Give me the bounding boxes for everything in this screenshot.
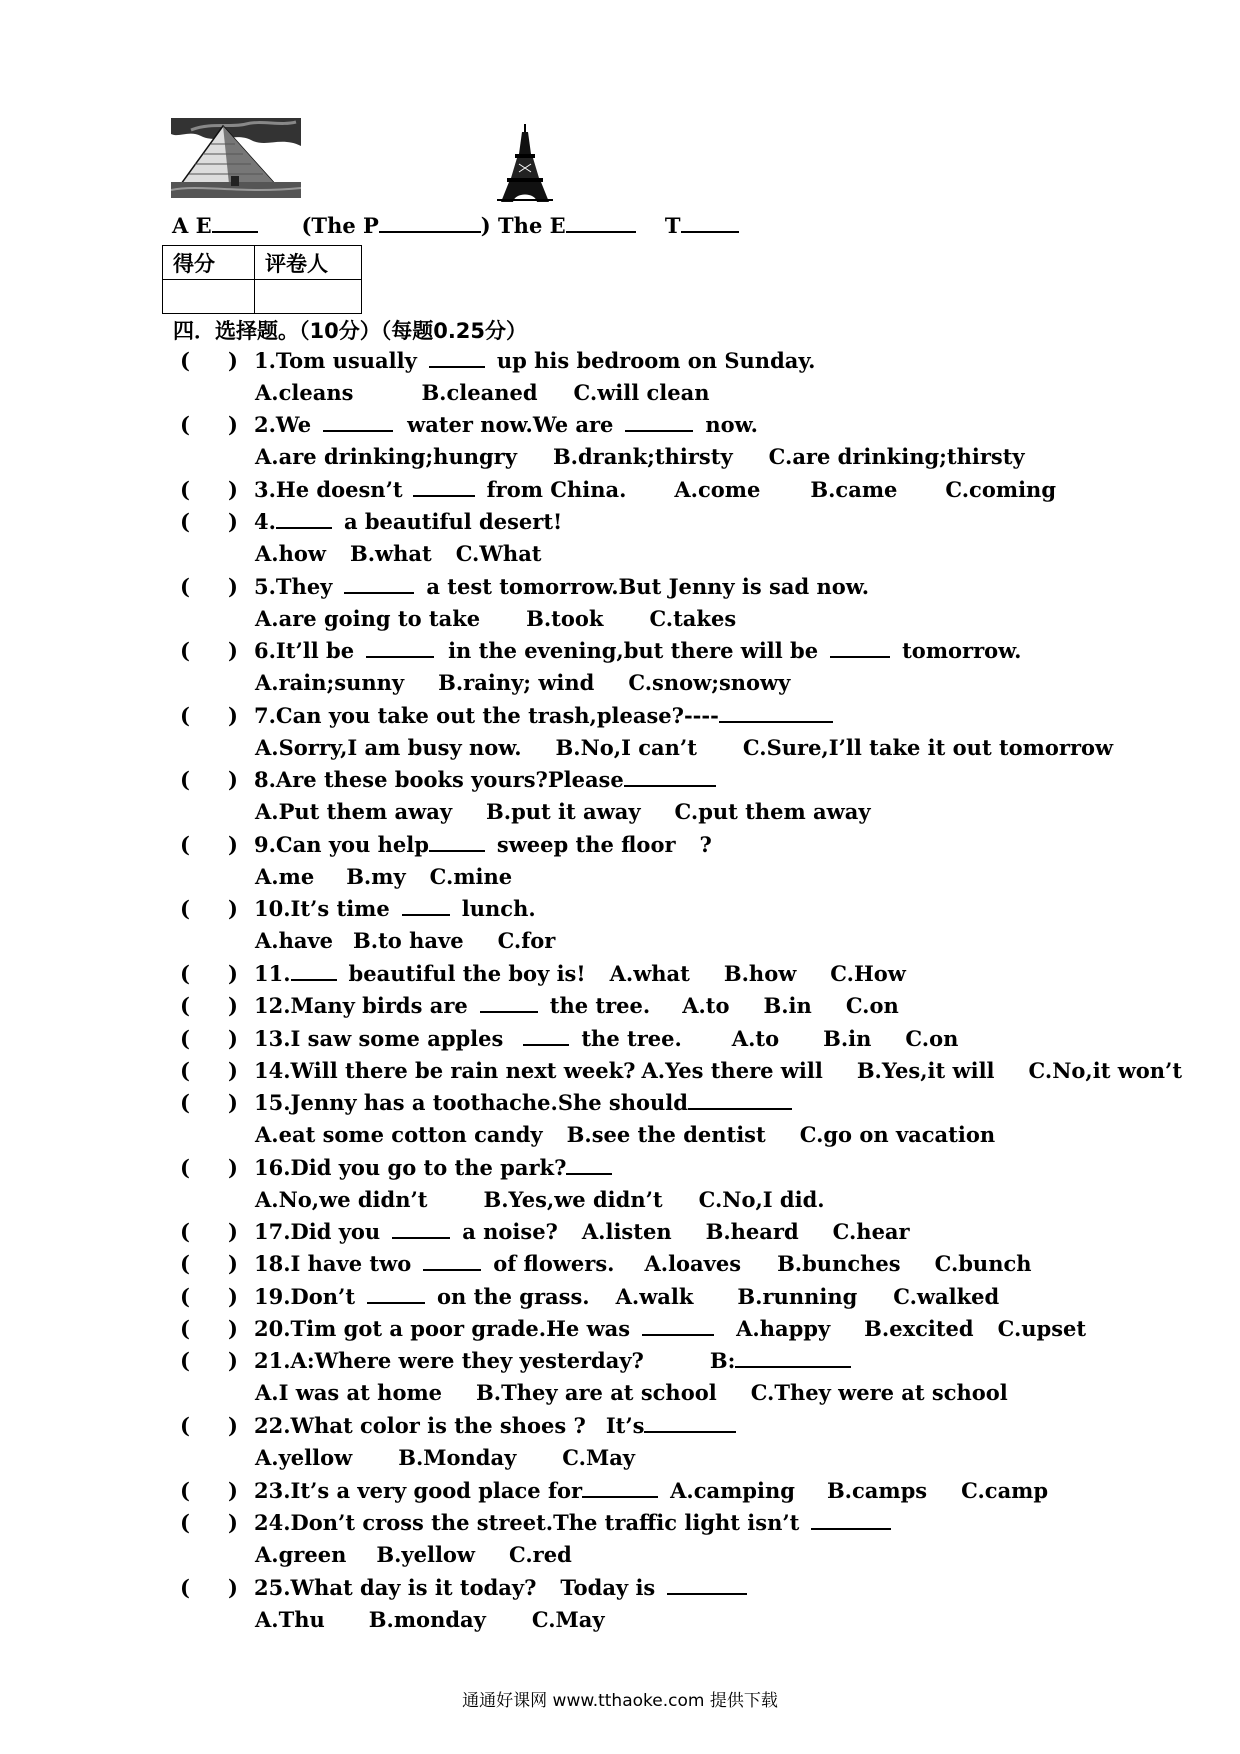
answer-slot[interactable] <box>196 896 228 920</box>
answer-paren-open: ( <box>180 1413 190 1438</box>
caption-part: (The P <box>301 213 379 238</box>
option-b[interactable]: B.my <box>346 864 406 889</box>
question-text-part: of flowers. <box>493 1251 615 1276</box>
question-text <box>254 1316 1086 1341</box>
section-title: 四．选择题。（10分）（每题0.25分） <box>173 319 528 343</box>
question-text-part: 24.Don’t cross the street.The traffic light isn’t <box>254 1510 800 1535</box>
question-text <box>254 1348 851 1373</box>
question-text-part: C.walked <box>893 1284 1000 1309</box>
question-text-part: beautiful the boy is! <box>348 961 586 986</box>
option-b[interactable]: B.to have <box>353 928 464 953</box>
answer-paren-open: ( <box>180 638 190 663</box>
answer-paren-open: ( <box>180 348 190 373</box>
question-text-part: 13.I saw some apples <box>254 1026 504 1051</box>
answer-blank[interactable] <box>402 896 450 916</box>
footer: 通通好课网 www.tthaoke.com 提供下载 <box>462 1691 778 1711</box>
option-b[interactable]: B.put it away <box>486 799 641 824</box>
question-text-part: It’s <box>605 1413 645 1438</box>
answer-paren-close: ) <box>228 993 238 1018</box>
caption-blank <box>681 213 739 233</box>
answer-paren-open: ( <box>180 1510 190 1535</box>
answer-blank[interactable] <box>830 638 890 658</box>
question-text-part: tomorrow. <box>902 638 1022 663</box>
question-text-part: the tree. <box>549 993 651 1018</box>
question-text-part: 2.We <box>254 412 312 437</box>
option-a[interactable]: A.me <box>255 864 315 889</box>
option-a[interactable]: A.are drinking;hungry <box>255 444 517 469</box>
answer-paren-close: ) <box>228 1510 238 1535</box>
question-text-part: C.camp <box>961 1478 1049 1503</box>
question-text <box>254 1478 1048 1503</box>
answer-blank[interactable] <box>344 574 414 594</box>
question-text-part: A.come <box>674 477 761 502</box>
question-text <box>254 1413 736 1438</box>
question-text-part: C.on <box>845 993 899 1018</box>
option-a[interactable]: A.rain;sunny <box>255 670 405 695</box>
option-a[interactable]: A.I was at home <box>255 1380 443 1405</box>
options-row <box>255 670 790 695</box>
question-text-part: B.came <box>810 477 898 502</box>
answer-slot[interactable] <box>196 1090 228 1114</box>
answer-blank[interactable] <box>688 1090 792 1110</box>
question-text <box>254 412 758 437</box>
option-c[interactable]: C.Sure,I’ll take it out tomorrow <box>742 735 1114 760</box>
option-c[interactable]: C.snow;snowy <box>628 670 791 695</box>
option-a[interactable]: A.yellow <box>255 1445 353 1470</box>
options-row <box>255 1607 605 1632</box>
options-row <box>255 1122 995 1147</box>
answer-paren-open: ( <box>180 767 190 792</box>
question-text-part: ? <box>699 832 712 857</box>
answer-paren-close: ) <box>228 477 238 502</box>
answer-slot[interactable] <box>196 412 228 436</box>
option-a[interactable]: A.Thu <box>255 1607 325 1632</box>
answer-paren-open: ( <box>180 574 190 599</box>
question-text-part: 1.Tom usually <box>254 348 417 373</box>
question-text-part: 22.What color is the shoes ? <box>254 1413 586 1438</box>
answer-blank[interactable] <box>719 703 833 723</box>
question-text <box>254 993 899 1018</box>
question-text-part: 4. <box>254 509 276 534</box>
options-row <box>255 1187 825 1212</box>
answer-paren-close: ) <box>228 1575 238 1600</box>
eiffel-tower-picture <box>497 124 553 202</box>
caption-part: ) The E <box>480 213 566 238</box>
answer-paren-open: ( <box>180 896 190 921</box>
question-text-part: 21.A:Where were they yesterday? <box>254 1348 644 1373</box>
question-text <box>254 1510 891 1535</box>
answer-slot[interactable] <box>196 1284 228 1308</box>
option-c[interactable]: C.May <box>531 1607 605 1632</box>
question-text-part: Today is <box>560 1575 656 1600</box>
answer-blank[interactable] <box>644 1413 736 1433</box>
question-text-part: B.bunches <box>777 1251 901 1276</box>
question-text-part: 16.Did you go to the park? <box>254 1155 567 1180</box>
question-text-part: 6.It’ll be <box>254 638 355 663</box>
question-text-part: 10.It’s time <box>254 896 390 921</box>
option-c[interactable]: C.put them away <box>674 799 871 824</box>
question-text-part: B.running <box>737 1284 858 1309</box>
answer-paren-close: ) <box>228 574 238 599</box>
option-b[interactable]: B.No,I can’t <box>555 735 697 760</box>
answer-slot[interactable] <box>196 1316 228 1340</box>
answer-slot[interactable] <box>196 1251 228 1275</box>
answer-paren-close: ) <box>228 1251 238 1276</box>
question-text-part: B.how <box>723 961 797 986</box>
answer-blank[interactable] <box>667 1575 747 1595</box>
question-text-part: C.No,it won’t <box>1028 1058 1183 1083</box>
options-row <box>255 1542 572 1567</box>
answer-paren-open: ( <box>180 1478 190 1503</box>
answer-slot[interactable] <box>196 767 228 791</box>
answer-slot[interactable] <box>196 638 228 662</box>
question-text-part: water now.We are <box>407 412 614 437</box>
option-c[interactable]: C.for <box>497 928 556 953</box>
answer-slot[interactable] <box>196 1478 228 1502</box>
option-b[interactable]: B.cleaned <box>421 380 538 405</box>
question-text-part: C.How <box>830 961 906 986</box>
answer-paren-open: ( <box>180 1348 190 1373</box>
question-text-part: B.in <box>763 993 812 1018</box>
question-text <box>254 896 536 921</box>
question-text-part: 23.It’s a very good place for <box>254 1478 583 1503</box>
question-text-part: 19.Don’t <box>254 1284 356 1309</box>
question-text-part: C.bunch <box>934 1251 1032 1276</box>
question-text-part: B: <box>709 1348 736 1373</box>
answer-paren-open: ( <box>180 1251 190 1276</box>
answer-paren-close: ) <box>228 1316 238 1341</box>
question-text <box>254 477 1056 502</box>
option-b[interactable]: B.yellow <box>376 1542 476 1567</box>
answer-blank[interactable] <box>429 832 485 852</box>
question-text <box>254 767 716 792</box>
answer-blank[interactable] <box>367 1284 425 1304</box>
question-text-part: B.in <box>823 1026 872 1051</box>
question-text-part: 9.Can you help <box>254 832 429 857</box>
question-text-part: A.listen <box>581 1219 672 1244</box>
option-a[interactable]: A.have <box>255 928 334 953</box>
answer-paren-open: ( <box>180 477 190 502</box>
answer-paren-open: ( <box>180 1284 190 1309</box>
answer-paren-open: ( <box>180 509 190 534</box>
answer-blank[interactable] <box>392 1219 450 1239</box>
question-text-part: 20.Tim got a poor grade.He was <box>254 1316 631 1341</box>
option-b[interactable]: B.what <box>349 541 432 566</box>
question-text-part: the tree. <box>581 1026 682 1051</box>
answer-slot[interactable] <box>196 1026 228 1050</box>
question-text <box>254 961 906 986</box>
question-text <box>254 348 815 373</box>
answer-slot[interactable] <box>196 574 228 598</box>
question-text-part: A.walk <box>615 1284 694 1309</box>
picture-caption <box>172 213 739 238</box>
option-b[interactable]: B.Monday <box>398 1445 517 1470</box>
option-c[interactable]: C.will clean <box>573 380 710 405</box>
answer-blank[interactable] <box>423 1251 481 1271</box>
option-c[interactable]: C.are drinking;thirsty <box>768 444 1025 469</box>
option-a[interactable]: A.Put them away <box>255 799 453 824</box>
option-c[interactable]: C.What <box>455 541 542 566</box>
question-text <box>254 574 869 599</box>
question-text <box>254 1284 999 1309</box>
answer-slot[interactable] <box>196 1413 228 1437</box>
question-text-part: up his bedroom on Sunday. <box>496 348 816 373</box>
answer-paren-close: ) <box>228 1413 238 1438</box>
question-text-part: 8.Are these books yours?Please <box>254 767 624 792</box>
answer-blank[interactable] <box>276 509 332 529</box>
question-text-part: 11. <box>254 961 291 986</box>
question-text <box>254 703 833 728</box>
option-b[interactable]: B.They are at school <box>476 1380 717 1405</box>
answer-slot[interactable] <box>196 477 228 501</box>
answer-paren-close: ) <box>228 412 238 437</box>
option-c[interactable]: C.No,I did. <box>698 1187 825 1212</box>
answer-paren-close: ) <box>228 896 238 921</box>
option-a[interactable]: A.cleans <box>255 380 354 405</box>
answer-blank[interactable] <box>413 477 475 497</box>
caption-blank <box>379 213 481 233</box>
question-text <box>254 1155 612 1180</box>
option-b[interactable]: B.see the dentist <box>566 1122 766 1147</box>
answer-paren-open: ( <box>180 832 190 857</box>
question-text-part: from China. <box>486 477 627 502</box>
score-cell[interactable] <box>163 280 255 314</box>
question-text-part: 15.Jenny has a toothache.She should <box>254 1090 688 1115</box>
grader-cell[interactable] <box>255 280 362 314</box>
answer-paren-close: ) <box>228 638 238 663</box>
options-row <box>255 928 555 953</box>
option-a[interactable]: A.No,we didn’t <box>255 1187 428 1212</box>
question-text-part: lunch. <box>461 896 536 921</box>
answer-paren-close: ) <box>228 1058 238 1083</box>
options-row <box>255 735 1113 760</box>
question-text-part: 17.Did you <box>254 1219 381 1244</box>
question-text-part: A.Yes there will <box>641 1058 823 1083</box>
answer-slot[interactable] <box>196 703 228 727</box>
caption-blank <box>566 213 636 233</box>
option-a[interactable]: A.green <box>255 1542 347 1567</box>
answer-slot[interactable] <box>196 1155 228 1179</box>
question-text <box>254 832 712 857</box>
answer-paren-close: ) <box>228 1478 238 1503</box>
answer-paren-close: ) <box>228 767 238 792</box>
answer-blank[interactable] <box>480 993 538 1013</box>
options-row <box>255 541 542 566</box>
question-text-part: C.on <box>905 1026 959 1051</box>
answer-paren-open: ( <box>180 1575 190 1600</box>
answer-slot[interactable] <box>196 1348 228 1372</box>
question-text <box>254 1058 1182 1083</box>
question-text-part: a noise? <box>462 1219 558 1244</box>
answer-paren-open: ( <box>180 1219 190 1244</box>
answer-paren-close: ) <box>228 1155 238 1180</box>
options-row <box>255 606 736 631</box>
answer-paren-open: ( <box>180 412 190 437</box>
score-table <box>162 245 362 314</box>
option-c[interactable]: C.takes <box>649 606 737 631</box>
answer-slot[interactable] <box>196 832 228 856</box>
question-text-part: a beautiful desert! <box>343 509 563 534</box>
answer-blank[interactable] <box>291 961 337 981</box>
question-text-part: 14.Will there be rain next week? <box>254 1058 636 1083</box>
option-c[interactable]: C.May <box>562 1445 636 1470</box>
question-text-part: A.loaves <box>644 1251 742 1276</box>
caption-blank <box>212 213 258 233</box>
question-text <box>254 1575 747 1600</box>
option-c[interactable]: C.They were at school <box>750 1380 1008 1405</box>
question-text-part: B.Yes,it will <box>856 1058 995 1083</box>
option-b[interactable]: B.took <box>526 606 604 631</box>
question-text-part: 18.I have two <box>254 1251 412 1276</box>
answer-slot[interactable] <box>196 1510 228 1534</box>
answer-blank[interactable] <box>366 638 434 658</box>
answer-paren-open: ( <box>180 1058 190 1083</box>
answer-paren-close: ) <box>228 509 238 534</box>
answer-blank[interactable] <box>624 767 716 787</box>
question-text-part: A.to <box>682 993 730 1018</box>
answer-blank[interactable] <box>642 1316 714 1336</box>
answer-slot[interactable] <box>196 993 228 1017</box>
question-text-part: a test tomorrow.But Jenny is sad now. <box>426 574 870 599</box>
answer-blank[interactable] <box>429 348 485 368</box>
answer-blank[interactable] <box>323 412 393 432</box>
question-text-part: B.heard <box>705 1219 799 1244</box>
question-text-part: now. <box>705 412 758 437</box>
answer-paren-close: ) <box>228 1026 238 1051</box>
options-row <box>255 1445 635 1470</box>
option-b[interactable]: B.monday <box>368 1607 486 1632</box>
options-row <box>255 864 512 889</box>
option-c[interactable]: C.go on vacation <box>799 1122 996 1147</box>
question-text <box>254 1026 958 1051</box>
question-text <box>254 1219 910 1244</box>
caption-part: T <box>664 213 681 238</box>
answer-paren-close: ) <box>228 1219 238 1244</box>
answer-blank[interactable] <box>811 1510 891 1530</box>
answer-paren-open: ( <box>180 1026 190 1051</box>
question-text-part: in the evening,but there will be <box>448 638 819 663</box>
option-b[interactable]: B.drank;thirsty <box>552 444 733 469</box>
question-text-part: 12.Many birds are <box>254 993 468 1018</box>
answer-paren-close: ) <box>228 1348 238 1373</box>
options-row <box>255 380 710 405</box>
question-text <box>254 509 562 534</box>
answer-paren-close: ) <box>228 1284 238 1309</box>
answer-paren-close: ) <box>228 832 238 857</box>
answer-slot[interactable] <box>196 348 228 372</box>
answer-blank[interactable] <box>523 1026 569 1046</box>
answer-slot[interactable] <box>196 1058 228 1082</box>
answer-blank[interactable] <box>735 1348 851 1368</box>
answer-slot[interactable] <box>196 509 228 533</box>
option-a[interactable]: A.eat some cotton candy <box>255 1122 543 1147</box>
option-c[interactable]: C.mine <box>429 864 513 889</box>
question-text-part: sweep the floor <box>496 832 676 857</box>
question-text-part: 3.He doesn’t <box>254 477 403 502</box>
answer-blank[interactable] <box>582 1478 658 1498</box>
answer-paren-open: ( <box>180 1316 190 1341</box>
question-text-part: B.camps <box>826 1478 928 1503</box>
question-text-part: A.to <box>731 1026 780 1051</box>
question-text <box>254 1251 1032 1276</box>
answer-slot[interactable] <box>196 961 228 985</box>
caption-part: A E <box>172 213 212 238</box>
question-text-part: 7.Can you take out the trash,please?---- <box>254 703 719 728</box>
answer-slot[interactable] <box>196 1219 228 1243</box>
pyramid-picture <box>171 118 301 198</box>
option-b[interactable]: B.rainy; wind <box>438 670 595 695</box>
option-b[interactable]: B.Yes,we didn’t <box>483 1187 663 1212</box>
option-a[interactable]: A.Sorry,I am busy now. <box>255 735 522 760</box>
question-text-part: C.hear <box>832 1219 910 1244</box>
answer-paren-open: ( <box>180 1155 190 1180</box>
question-text <box>254 638 1021 663</box>
question-text-part: A.happy <box>736 1316 831 1341</box>
option-c[interactable]: C.red <box>509 1542 572 1567</box>
question-text <box>254 1090 792 1115</box>
grader-label: 评卷人 <box>255 246 362 280</box>
question-text-part: B.excited <box>864 1316 974 1341</box>
question-text-part: C.upset <box>997 1316 1087 1341</box>
answer-paren-open: ( <box>180 703 190 728</box>
answer-paren-close: ) <box>228 348 238 373</box>
option-a[interactable]: A.are going to take <box>255 606 481 631</box>
answer-paren-close: ) <box>228 961 238 986</box>
answer-blank[interactable] <box>566 1155 612 1175</box>
answer-slot[interactable] <box>196 1575 228 1599</box>
question-text-part: A.camping <box>670 1478 795 1503</box>
question-text-part: on the grass. <box>437 1284 590 1309</box>
answer-paren-open: ( <box>180 961 190 986</box>
score-label: 得分 <box>163 246 255 280</box>
question-text-part: 25.What day is it today? <box>254 1575 537 1600</box>
options-row <box>255 799 871 824</box>
answer-paren-open: ( <box>180 993 190 1018</box>
answer-blank[interactable] <box>625 412 693 432</box>
options-row <box>255 444 1025 469</box>
answer-paren-open: ( <box>180 1090 190 1115</box>
option-a[interactable]: A.how <box>255 541 326 566</box>
answer-paren-close: ) <box>228 703 238 728</box>
answer-paren-close: ) <box>228 1090 238 1115</box>
options-row <box>255 1380 1008 1405</box>
question-text-part: 5.They <box>254 574 333 599</box>
question-text-part: A.what <box>609 961 690 986</box>
question-text-part: C.coming <box>945 477 1057 502</box>
